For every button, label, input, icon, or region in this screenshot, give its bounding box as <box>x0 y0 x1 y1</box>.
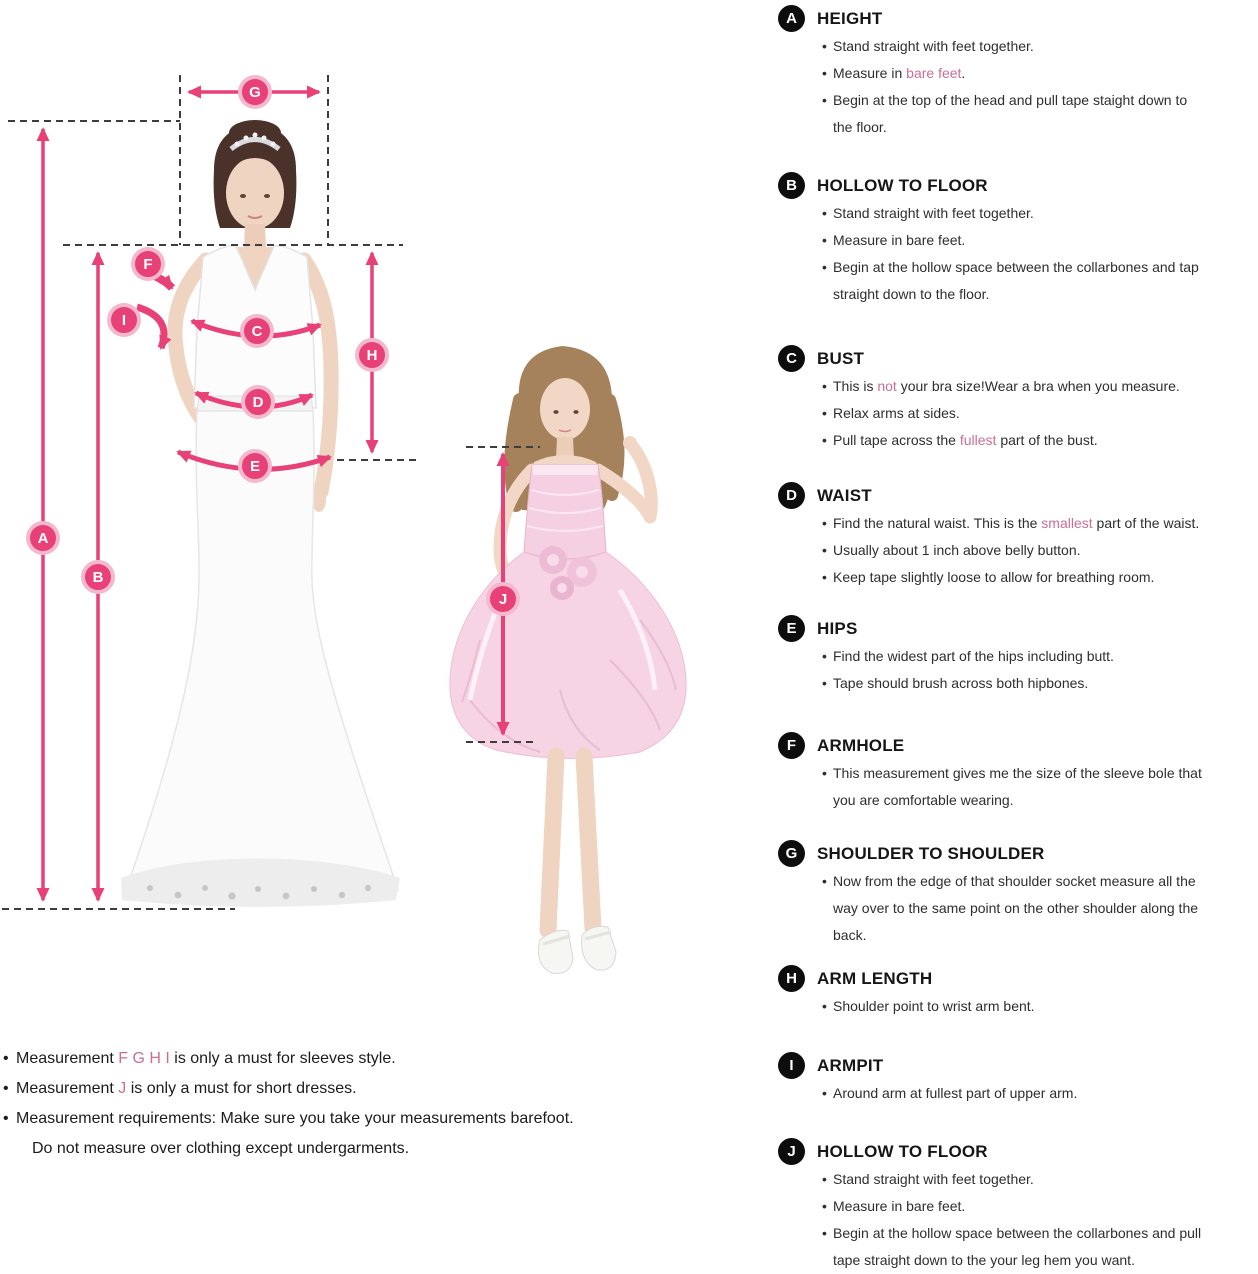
diagram-label-d: D <box>241 385 275 419</box>
text: . <box>961 65 966 81</box>
section-title: BUST <box>817 349 865 368</box>
instruction-bullet <box>822 427 1258 454</box>
text: Stand straight with feet together. <box>833 205 1034 221</box>
instruction-bullet <box>822 537 1258 564</box>
text: Measurement <box>16 1050 119 1067</box>
section-bullets <box>822 643 1258 697</box>
diagram-label-i: I <box>107 303 141 337</box>
text: Begin at the hollow space between the collarbones and pull <box>833 1225 1202 1241</box>
section-title: HOLLOW TO FLOOR <box>817 176 988 195</box>
highlighted-text: F G H I <box>118 1050 170 1067</box>
instruction-bullet <box>822 373 1258 400</box>
text: This measurement gives me the size of the sleeve bole that <box>833 765 1202 781</box>
instruction-section-hips <box>778 615 1258 697</box>
section-bullets <box>822 373 1258 454</box>
instruction-bullet <box>822 868 1258 949</box>
diagram-label-j: J <box>486 582 520 616</box>
section-title: HOLLOW TO FLOOR <box>817 1142 988 1161</box>
letter-badge: J <box>778 1138 805 1165</box>
letter-badge: G <box>778 840 805 867</box>
letter-badge: B <box>778 172 805 199</box>
letter-badge: E <box>778 615 805 642</box>
diagram-label-f: F <box>131 247 165 281</box>
text: Measure in bare feet. <box>833 1198 966 1214</box>
text: way over to the same point on the other shoulder along the <box>833 900 1199 916</box>
section-bullets <box>822 1080 1258 1107</box>
note-line <box>3 1104 683 1134</box>
text: Measure in bare feet. <box>833 232 966 248</box>
section-bullets <box>822 1166 1258 1274</box>
text: Keep tape slightly loose to allow for breathing room. <box>833 569 1155 585</box>
text: back. <box>833 927 867 943</box>
text: Around arm at fullest part of upper arm. <box>833 1085 1078 1101</box>
text: Find the natural waist. This is the <box>833 515 1042 531</box>
note-line <box>3 1134 683 1164</box>
instruction-section-arm-length <box>778 965 1258 1020</box>
highlighted-text: J <box>118 1080 127 1097</box>
section-title: HEIGHT <box>817 9 883 28</box>
section-title: ARMHOLE <box>817 736 905 755</box>
instruction-section-hollow-to-floor <box>778 172 1258 308</box>
text: Measurement requirements: Make sure you take your measurements barefoot. <box>16 1110 574 1127</box>
instruction-bullet <box>822 564 1258 591</box>
diagram-label-g: G <box>238 75 272 109</box>
section-title: ARMPIT <box>817 1056 884 1075</box>
note-line <box>3 1044 683 1074</box>
instruction-bullet <box>822 400 1258 427</box>
section-title: ARM LENGTH <box>817 969 933 988</box>
section-bullets <box>822 760 1258 814</box>
letter-badge: D <box>778 482 805 509</box>
bride-figure <box>121 120 400 907</box>
section-bullets <box>822 33 1258 141</box>
text: you are comfortable wearing. <box>833 792 1014 808</box>
text: Pull tape across the <box>833 432 960 448</box>
highlighted-text: fullest <box>959 432 997 448</box>
instruction-section-bust <box>778 345 1258 454</box>
instruction-section-shoulder-to-shoulder <box>778 840 1258 949</box>
section-title: HIPS <box>817 619 858 638</box>
instruction-bullet <box>822 993 1258 1020</box>
text: Shoulder point to wrist arm bent. <box>833 998 1035 1014</box>
diagram-label-c: C <box>240 314 274 348</box>
text: Usually about 1 inch above belly button. <box>833 542 1081 558</box>
instruction-bullet <box>822 510 1258 537</box>
instruction-bullet <box>822 254 1258 308</box>
section-bullets <box>822 510 1258 591</box>
text: your bra size!Wear a bra when you measure. <box>896 378 1180 394</box>
text: part of the waist. <box>1092 515 1200 531</box>
instruction-bullet <box>822 227 1258 254</box>
text: tape straight down to the your leg hem you want. <box>833 1252 1135 1268</box>
text: part of the bust. <box>996 432 1098 448</box>
highlighted-text: smallest <box>1041 515 1093 531</box>
instruction-bullet <box>822 760 1258 814</box>
instruction-bullet <box>822 670 1258 697</box>
section-bullets <box>822 993 1258 1020</box>
text: Stand straight with feet together. <box>833 1171 1034 1187</box>
instruction-section-height <box>778 5 1258 141</box>
text: Begin at the top of the head and pull tape staight down to <box>833 92 1188 108</box>
text: Relax arms at sides. <box>833 405 960 421</box>
diagram-label-a: A <box>26 521 60 555</box>
text: Find the widest part of the hips including butt. <box>833 648 1114 664</box>
text: Measure in <box>833 65 907 81</box>
text: Stand straight with feet together. <box>833 38 1034 54</box>
note-line <box>3 1074 683 1104</box>
text: This is <box>833 378 878 394</box>
instruction-bullet <box>822 1220 1258 1274</box>
instruction-bullet <box>822 643 1258 670</box>
section-bullets <box>822 868 1258 949</box>
instruction-section-waist <box>778 482 1258 591</box>
instruction-bullet <box>822 200 1258 227</box>
instruction-bullet <box>822 60 1258 87</box>
highlighted-text: not <box>877 378 897 394</box>
diagram-label-h: H <box>355 338 389 372</box>
instruction-bullet <box>822 1193 1258 1220</box>
section-bullets <box>822 200 1258 308</box>
instruction-bullet <box>822 33 1258 60</box>
instruction-section-armpit <box>778 1052 1258 1107</box>
instruction-bullet <box>822 1080 1258 1107</box>
measurement-diagram <box>0 0 760 1012</box>
letter-badge: F <box>778 732 805 759</box>
instruction-bullet <box>822 1166 1258 1193</box>
text: the floor. <box>833 119 887 135</box>
section-title: SHOULDER TO SHOULDER <box>817 844 1045 863</box>
text: is only a must for short dresses. <box>126 1080 357 1097</box>
diagram-label-b: B <box>81 560 115 594</box>
text: Tape should brush across both hipbones. <box>833 675 1089 691</box>
letter-badge: I <box>778 1052 805 1079</box>
text: Do not measure over clothing except undergarments. <box>32 1140 410 1157</box>
text: Measurement <box>16 1080 119 1097</box>
measurement-notes <box>3 1044 683 1164</box>
section-title: WAIST <box>817 486 872 505</box>
text: is only a must for sleeves style. <box>169 1050 396 1067</box>
text: Now from the edge of that shoulder socket measure all the <box>833 873 1196 889</box>
instruction-section-hollow-to-floor-short <box>778 1138 1258 1274</box>
letter-badge: C <box>778 345 805 372</box>
instruction-bullet <box>822 87 1258 141</box>
short-dress-figure <box>450 346 686 973</box>
text: Begin at the hollow space between the collarbones and tap <box>833 259 1199 275</box>
letter-badge: H <box>778 965 805 992</box>
highlighted-text: bare feet <box>906 65 962 81</box>
letter-badge: A <box>778 5 805 32</box>
text: straight down to the floor. <box>833 286 990 302</box>
instruction-section-armhole <box>778 732 1258 814</box>
diagram-label-e: E <box>238 449 272 483</box>
